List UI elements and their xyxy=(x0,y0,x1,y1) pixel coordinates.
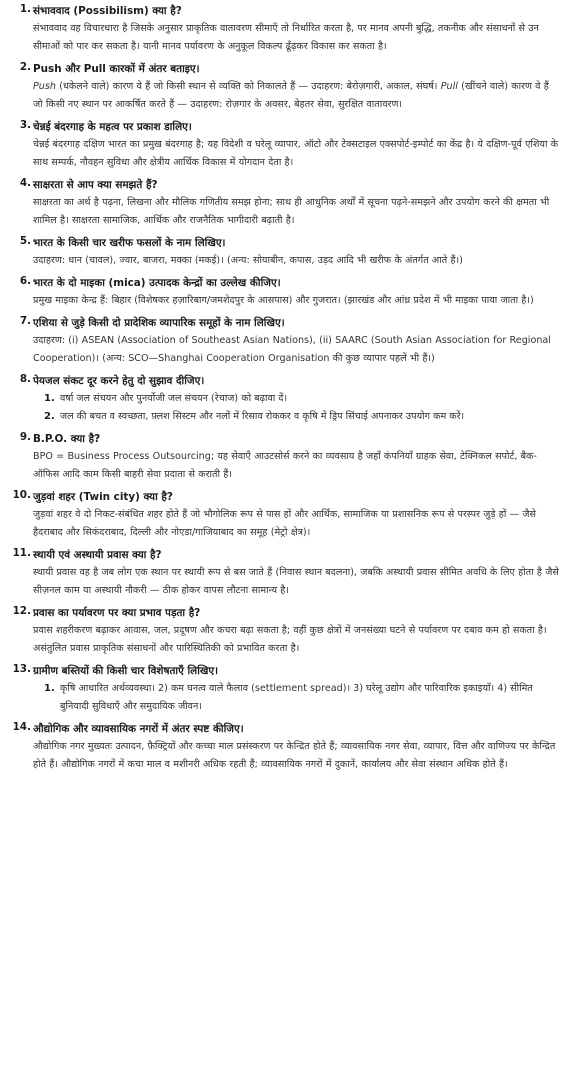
qa-item-3 xyxy=(19,119,560,172)
answer-text: संभाववाद वह विचारधारा है जिसके अनुसार प्राकृतिक वातावरण सीमाएँ तो निर्धारित करता है, पर मानव अपनी बुद्धि, तकनीक और संसाधनों से उन सीमाओं को पार कर सकता है। यानी मानव पर्यावरण के अनुकूल विकल्प ढूँढ़कर विकास कर सकता है। xyxy=(33,23,539,52)
list-item-text: वर्षा जल संचयन और पुनर्योजी जल संचयन (रेचाज) को बढ़ावा दें। xyxy=(60,393,288,404)
question-text: पेयजल संकट दूर करने हेतु दो सुझाव दीजिए। xyxy=(33,375,205,387)
qa-item-4 xyxy=(19,177,560,230)
question-number: 6. xyxy=(19,275,31,287)
question-text: जुड़वां शहर (Twin city) क्या है? xyxy=(33,491,173,503)
question-text: चेन्नई बंदरगाह के महत्व पर प्रकाश डालिए। xyxy=(33,121,192,133)
question-number: 5. xyxy=(19,235,31,247)
qa-item-2 xyxy=(19,61,560,114)
question-number: 7. xyxy=(19,315,31,327)
qa-item-10 xyxy=(12,489,560,542)
question-number: 3. xyxy=(19,119,31,131)
answer-text: जुड़वां शहर वे दो निकट-संबंधित शहर होते हैं जो भौगोलिक रूप से पास हों और आर्थिक, सामाजिक या प्रशासनिक रूप से परस्पर जुड़े हों — जैसे हैदराबाद और सिकंदराबाद, दिल्ली और नोएडा/गाजियाबाद का समूह (मेट्रो क्षेत्र)। xyxy=(33,509,537,538)
qa-item-6 xyxy=(19,275,560,310)
push-label: Push xyxy=(33,81,56,92)
question-text: ग्रामीण बस्तियों की किसी चार विशेषताएँ लिखिए। xyxy=(33,665,219,677)
pull-label: Pull xyxy=(440,81,458,92)
qa-item-14 xyxy=(12,721,560,774)
list-item-number: 1. xyxy=(44,393,55,404)
answer-text: उदाहरण: धान (चावल), ज्वार, बाजरा, मक्का (मकई)। (अन्य: सोयाबीन, कपास, उड़द आदि भी खरीफ के अंतर्गत आते हैं।) xyxy=(33,255,463,266)
answer-text: स्थायी प्रवास वह है जब लोग एक स्थान पर स्थायी रूप से बस जाते हैं (निवास स्थान बदलना), जबकि अस्थायी प्रवास सीमित अवधि के लिए होता है जैसे सीज़नल काम या अस्थायी नौकरी — ठीक होकर वापस लौटना सामान्य है। xyxy=(33,567,559,596)
question-text: संभाववाद (Possibilism) क्या है? xyxy=(33,5,182,17)
qa-item-11 xyxy=(12,547,560,600)
answer-text xyxy=(33,78,560,114)
question-number: 14. xyxy=(12,721,31,733)
question-text: औद्योगिक और व्यावसायिक नगरों में अंतर स्पष्ट कीजिए। xyxy=(33,723,244,735)
answer-text: औद्योगिक नगर मुख्यतः उत्पादन, फ़ैक्ट्रियों और कच्चा माल प्रसंस्करण पर केन्द्रित होते हैं; व्यावसायिक नगर सेवा, व्यापार, वित्त और वाणिज्य पर केन्द्रित होते हैं। औद्योगिक नगरों में कचा माल व मशीनरी अधिक रहती हैं; व्यावसायिक नगरों में दुकानें, कार्यालय और सेवा संस्थान अधिक होते हैं। xyxy=(33,741,556,770)
list-item-text: कृषि आधारित अर्थव्यवस्था। 2) कम घनत्व वाले फैलाव (settlement spread)। 3) घरेलू उद्योग और पारिवारिक इकाइयाँ। 4) सीमित बुनियादी सुविधाएँ और समुदायिक जीवन। xyxy=(60,683,533,712)
answer-text: साक्षरता का अर्थ है पढ़ना, लिखना और मौलिक गणितीय समझ होना; साथ ही आधुनिक अर्थों में सूचना पढ़ने-समझने और उपयोग करने की क्षमता भी शामिल है। साक्षरता सामाजिक, आर्थिक और राजनैतिक भागीदारी बढ़ाती है। xyxy=(33,197,550,226)
pull-explanation: (खींचने वाले) कारण वे हैं जो किसी नए स्थान पर आकर्षित करते हैं — उदाहरण: रोज़गार के अवसर, बेहतर सेवा, सुरक्षित वातावरण। xyxy=(33,81,549,110)
question-number: 2. xyxy=(19,61,31,73)
qa-item-1 xyxy=(19,3,560,56)
question-text: भारत के दो माइका (mica) उत्पादक केन्द्रों का उल्लेख कीजिए। xyxy=(33,277,281,289)
question-number: 11. xyxy=(12,547,31,559)
question-text: साक्षरता से आप क्या समझते हैं? xyxy=(33,179,158,191)
qa-item-8 xyxy=(19,373,560,426)
qa-item-13 xyxy=(12,663,560,716)
answer-text: BPO = Business Process Outsourcing; यह सेवाएँ आउटसोर्स करने का व्यवसाय है जहाँ कंपनियाँ ग्राहक सेवा, टेक्निकल सपोर्ट, बैक-ऑफिस आदि काम किसी बाहरी सेवा प्रदाता से कराती हैं। xyxy=(33,451,537,480)
qa-item-5 xyxy=(19,235,560,270)
answer-text: उदाहरण: (i) ASEAN (Association of Southeast Asian Nations), (ii) SAARC (South Asian Association for Regional Cooperation)। (अन्य: SCO—Shanghai Cooperation Organisation की कुछ व्यापार पहलें भी हैं।) xyxy=(33,335,551,364)
list-item-text: जल की बचत व स्वच्छता, फ़्लश सिस्टम और नलों में रिसाव रोककर व कृषि में ड्रिप सिंचाई अपनाकर उपयोग कम करें। xyxy=(60,411,465,422)
answer-text: प्रवास शहरीकरण बढ़ाकर आवास, जल, प्रदूषण और कचरा बढ़ा सकता है; वहीं कुछ क्षेत्रों में जनसंख्या घटने से पर्यावरण पर दबाव कम हो सकता है। असंतुलित प्रवास प्राकृतिक संसाधनों और पारिस्थितिकी को प्रभावित करता है। xyxy=(33,625,547,654)
list-item-number: 1. xyxy=(44,683,55,694)
question-text: भारत के किसी चार खरीफ फसलों के नाम लिखिए। xyxy=(33,237,226,249)
qa-item-9 xyxy=(19,431,560,484)
question-text: Push और Pull कारकों में अंतर बताइए। xyxy=(33,63,200,75)
answer-text: प्रमुख माइका केन्द्र हैं: बिहार (विशेषकर हज़ारिबाग/जमशेदपुर के आसपास) और गुजरात। (झारखंड और आंध्र प्रदेश में भी माइका पाया जाता है।) xyxy=(33,295,534,306)
list-item xyxy=(33,680,560,716)
question-text: स्थायी एवं अस्थायी प्रवास क्या है? xyxy=(33,549,162,561)
question-text: B.P.O. क्या है? xyxy=(33,433,101,445)
question-number: 4. xyxy=(19,177,31,189)
list-item xyxy=(33,390,560,408)
question-number: 1. xyxy=(19,3,31,15)
question-number: 10. xyxy=(12,489,31,501)
list-item-number: 2. xyxy=(44,411,55,422)
question-text: प्रवास का पर्यावरण पर क्या प्रभाव पड़ता है? xyxy=(33,607,201,619)
question-text: एशिया से जुड़े किसी दो प्रादेशिक व्यापारिक समूहों के नाम लिखिए। xyxy=(33,317,285,329)
push-explanation: (धकेलने वाले) कारण वे हैं जो किसी स्थान से व्यक्ति को निकालते हैं — उदाहरण: बेरोज़गारी, अकाल, संघर्ष। xyxy=(55,81,441,92)
question-number: 12. xyxy=(12,605,31,617)
list-item xyxy=(33,408,560,426)
qa-item-12 xyxy=(12,605,560,658)
question-number: 13. xyxy=(12,663,31,675)
suggestion-list xyxy=(33,390,560,426)
answer-text: चेन्नई बंदरगाह दक्षिण भारत का प्रमुख बंदरगाह है; यह विदेशी व घरेलू व्यापार, ऑटो और टेक्सटाइल एक्सपोर्ट-इम्पोर्ट का केंद्र है। ये दक्षिण-पूर्व एशिया के साथ सम्पर्क, नौवहन सुविधा और क्षेत्रीय आर्थिक विकास में योगदान देता है। xyxy=(33,139,559,168)
characteristics-list xyxy=(33,680,560,716)
question-number: 9. xyxy=(19,431,31,443)
qa-item-7 xyxy=(19,315,560,368)
question-number: 8. xyxy=(19,373,31,385)
